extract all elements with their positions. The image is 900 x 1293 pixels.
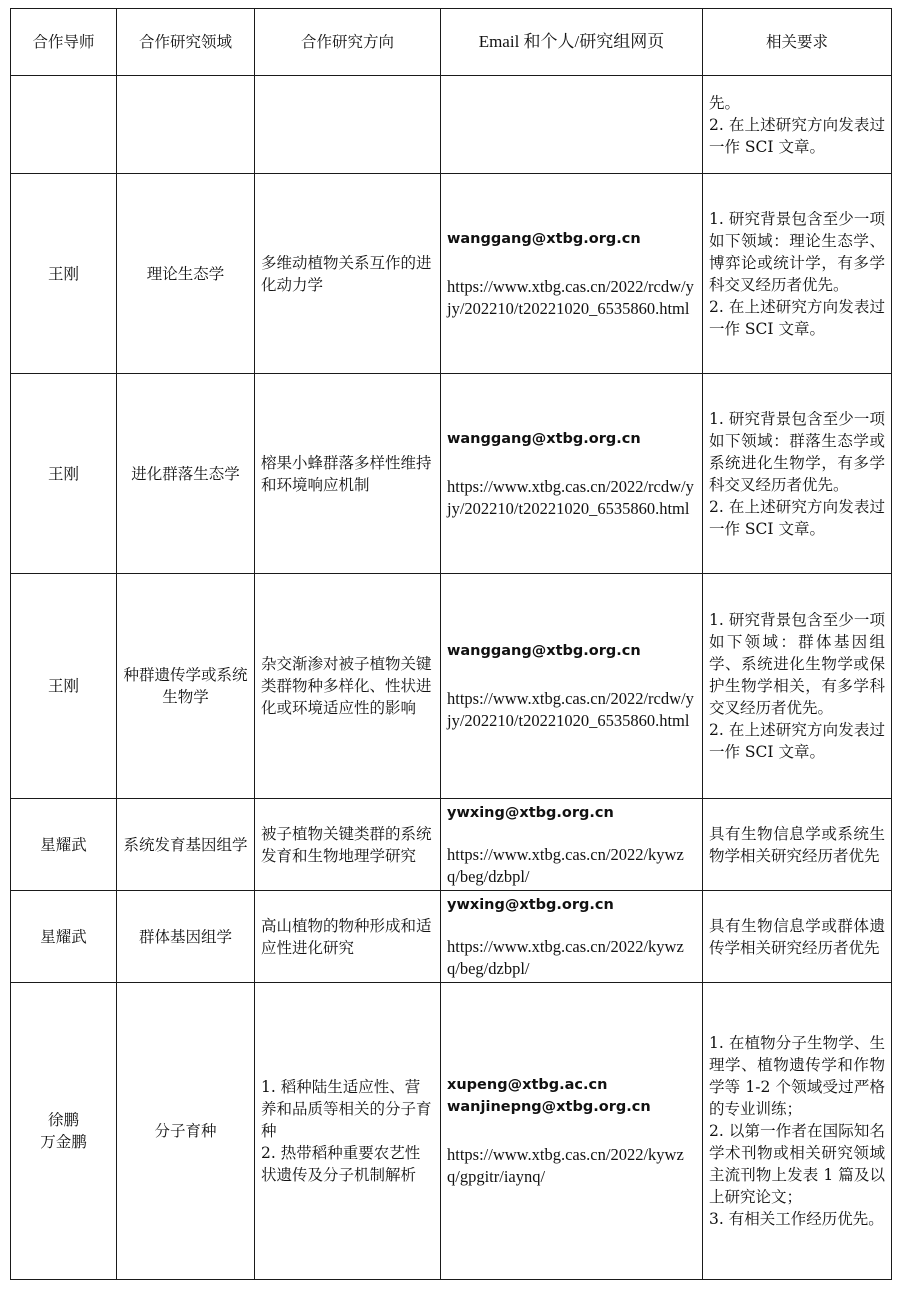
webpage-link[interactable]: https://www.xtbg.cas.cn/2022/rcdw/yjy/202210/t20221020_6535860.html	[447, 689, 694, 730]
requirement-item: 1. 研究背景包含至少一项如下领域：群落生态学或系统进化生物学，有多学科交叉经历者优先。	[709, 409, 885, 494]
email-link[interactable]: wanjinepng@xtbg.org.cn	[447, 1099, 651, 1115]
requirement-item: 1. 在植物分子生物学、生理学、植物遗传学和作物学等 1-2 个领域受过严格的专业训练；	[709, 1034, 885, 1118]
table-row	[11, 574, 892, 799]
email-cell	[441, 799, 703, 891]
advisor-name: 万金鹏	[40, 1133, 87, 1151]
requirement-item: 具有生物信息学或系统生物学相关研究经历者优先	[709, 824, 885, 865]
email-link[interactable]: wanggang@xtbg.org.cn	[447, 430, 641, 447]
header-direction: 合作研究方向	[255, 9, 441, 76]
requirement-item: 1. 研究背景包含至少一项如下领域：群体基因组学、系统进化生物学或保护生物学相关，有多学科交叉经历者优先。	[709, 611, 885, 717]
requirements-cell	[703, 374, 892, 574]
email-cell	[441, 983, 703, 1280]
header-advisor: 合作导师	[11, 9, 117, 76]
direction-cell: 榕果小蜂群落多样性维持和环境响应机制	[255, 374, 441, 574]
field-cell: 进化群落生态学	[117, 374, 255, 574]
header-requirements: 相关要求	[703, 9, 892, 76]
requirement-item: 先。	[709, 93, 741, 112]
field-cell: 理论生态学	[117, 174, 255, 374]
direction-cell: 多维动植物关系互作的进化动力学	[255, 174, 441, 374]
requirement-item: 3. 有相关工作经历优先。	[709, 1210, 884, 1228]
direction-cell	[255, 76, 441, 174]
table-row	[11, 891, 892, 983]
requirements-cell	[703, 799, 892, 891]
requirements-cell	[703, 983, 892, 1280]
email-cell	[441, 76, 703, 174]
webpage-link[interactable]: https://www.xtbg.cas.cn/2022/kywzq/beg/dzbpl/	[447, 936, 684, 978]
field-cell: 群体基因组学	[117, 891, 255, 983]
direction-item: 1. 稻种陆生适应性、营养和品质等相关的分子育种	[261, 1078, 432, 1140]
field-cell	[117, 76, 255, 174]
email-link[interactable]: ywxing@xtbg.org.cn	[447, 896, 614, 913]
table-row	[11, 799, 892, 891]
advisor-cell: 王刚	[11, 374, 117, 574]
email-link[interactable]: ywxing@xtbg.org.cn	[447, 804, 614, 821]
advisor-cell	[11, 76, 117, 174]
requirement-item: 1. 研究背景包含至少一项如下领域：理论生态学、博弈论或统计学，有多学科交叉经历者优先。	[709, 209, 885, 294]
direction-cell	[255, 983, 441, 1280]
direction-cell: 高山植物的物种形成和适应性进化研究	[255, 891, 441, 983]
webpage-link[interactable]: https://www.xtbg.cas.cn/2022/kywzq/beg/dzbpl/	[447, 844, 684, 886]
advisor-cell: 王刚	[11, 174, 117, 374]
requirement-item: 2. 以第一作者在国际知名学术刊物或相关研究领域主流刊物上发表 1 篇及以上研究论文；	[709, 1122, 885, 1206]
requirement-item: 2. 在上述研究方向发表过一作 SCI 文章。	[709, 721, 885, 761]
field-cell: 系统发育基因组学	[117, 799, 255, 891]
requirement-item: 2. 在上述研究方向发表过一作 SCI 文章。	[709, 297, 885, 338]
advisor-name: 徐鹏	[47, 1111, 79, 1129]
field-cell: 种群遗传学或系统生物学	[117, 574, 255, 799]
requirement-item: 2. 在上述研究方向发表过一作 SCI 文章。	[709, 497, 885, 538]
header-email: Email 和个人/研究组网页	[441, 9, 703, 76]
requirement-item: 2. 在上述研究方向发表过一作 SCI 文章。	[709, 115, 885, 156]
webpage-link[interactable]: https://www.xtbg.cas.cn/2022/rcdw/yjy/202210/t20221020_6535860.html	[447, 276, 694, 318]
requirements-cell	[703, 174, 892, 374]
email-link[interactable]: wanggang@xtbg.org.cn	[447, 643, 641, 659]
advisor-cell: 星耀武	[11, 799, 117, 891]
table-row	[11, 174, 892, 374]
table-header-row	[11, 9, 892, 76]
email-cell	[441, 174, 703, 374]
direction-cell: 被子植物关键类群的系统发育和生物地理学研究	[255, 799, 441, 891]
direction-item: 2. 热带稻种重要农艺性状遗传及分子机制解析	[261, 1144, 421, 1184]
requirements-cell	[703, 76, 892, 174]
requirement-item: 具有生物信息学或群体遗传学相关研究经历者优先	[709, 916, 885, 957]
email-cell	[441, 374, 703, 574]
header-field: 合作研究领域	[117, 9, 255, 76]
postdoc-advisor-table	[10, 8, 892, 1280]
webpage-link[interactable]: https://www.xtbg.cas.cn/2022/kywzq/gpgitr/iaynq/	[447, 1145, 684, 1186]
table-row	[11, 76, 892, 174]
document-page	[10, 8, 892, 1280]
field-cell: 分子育种	[117, 983, 255, 1280]
table-row	[11, 374, 892, 574]
direction-cell: 杂交渐渗对被子植物关键类群物种多样化、性状进化或环境适应性的影响	[255, 574, 441, 799]
email-link[interactable]: xupeng@xtbg.ac.cn	[447, 1077, 608, 1093]
email-cell	[441, 891, 703, 983]
advisor-cell	[11, 983, 117, 1280]
email-link[interactable]: wanggang@xtbg.org.cn	[447, 230, 641, 247]
requirements-cell	[703, 574, 892, 799]
email-cell	[441, 574, 703, 799]
webpage-link[interactable]: https://www.xtbg.cas.cn/2022/rcdw/yjy/202210/t20221020_6535860.html	[447, 476, 694, 518]
advisor-cell: 王刚	[11, 574, 117, 799]
requirements-cell	[703, 891, 892, 983]
table-row	[11, 983, 892, 1280]
advisor-cell: 星耀武	[11, 891, 117, 983]
